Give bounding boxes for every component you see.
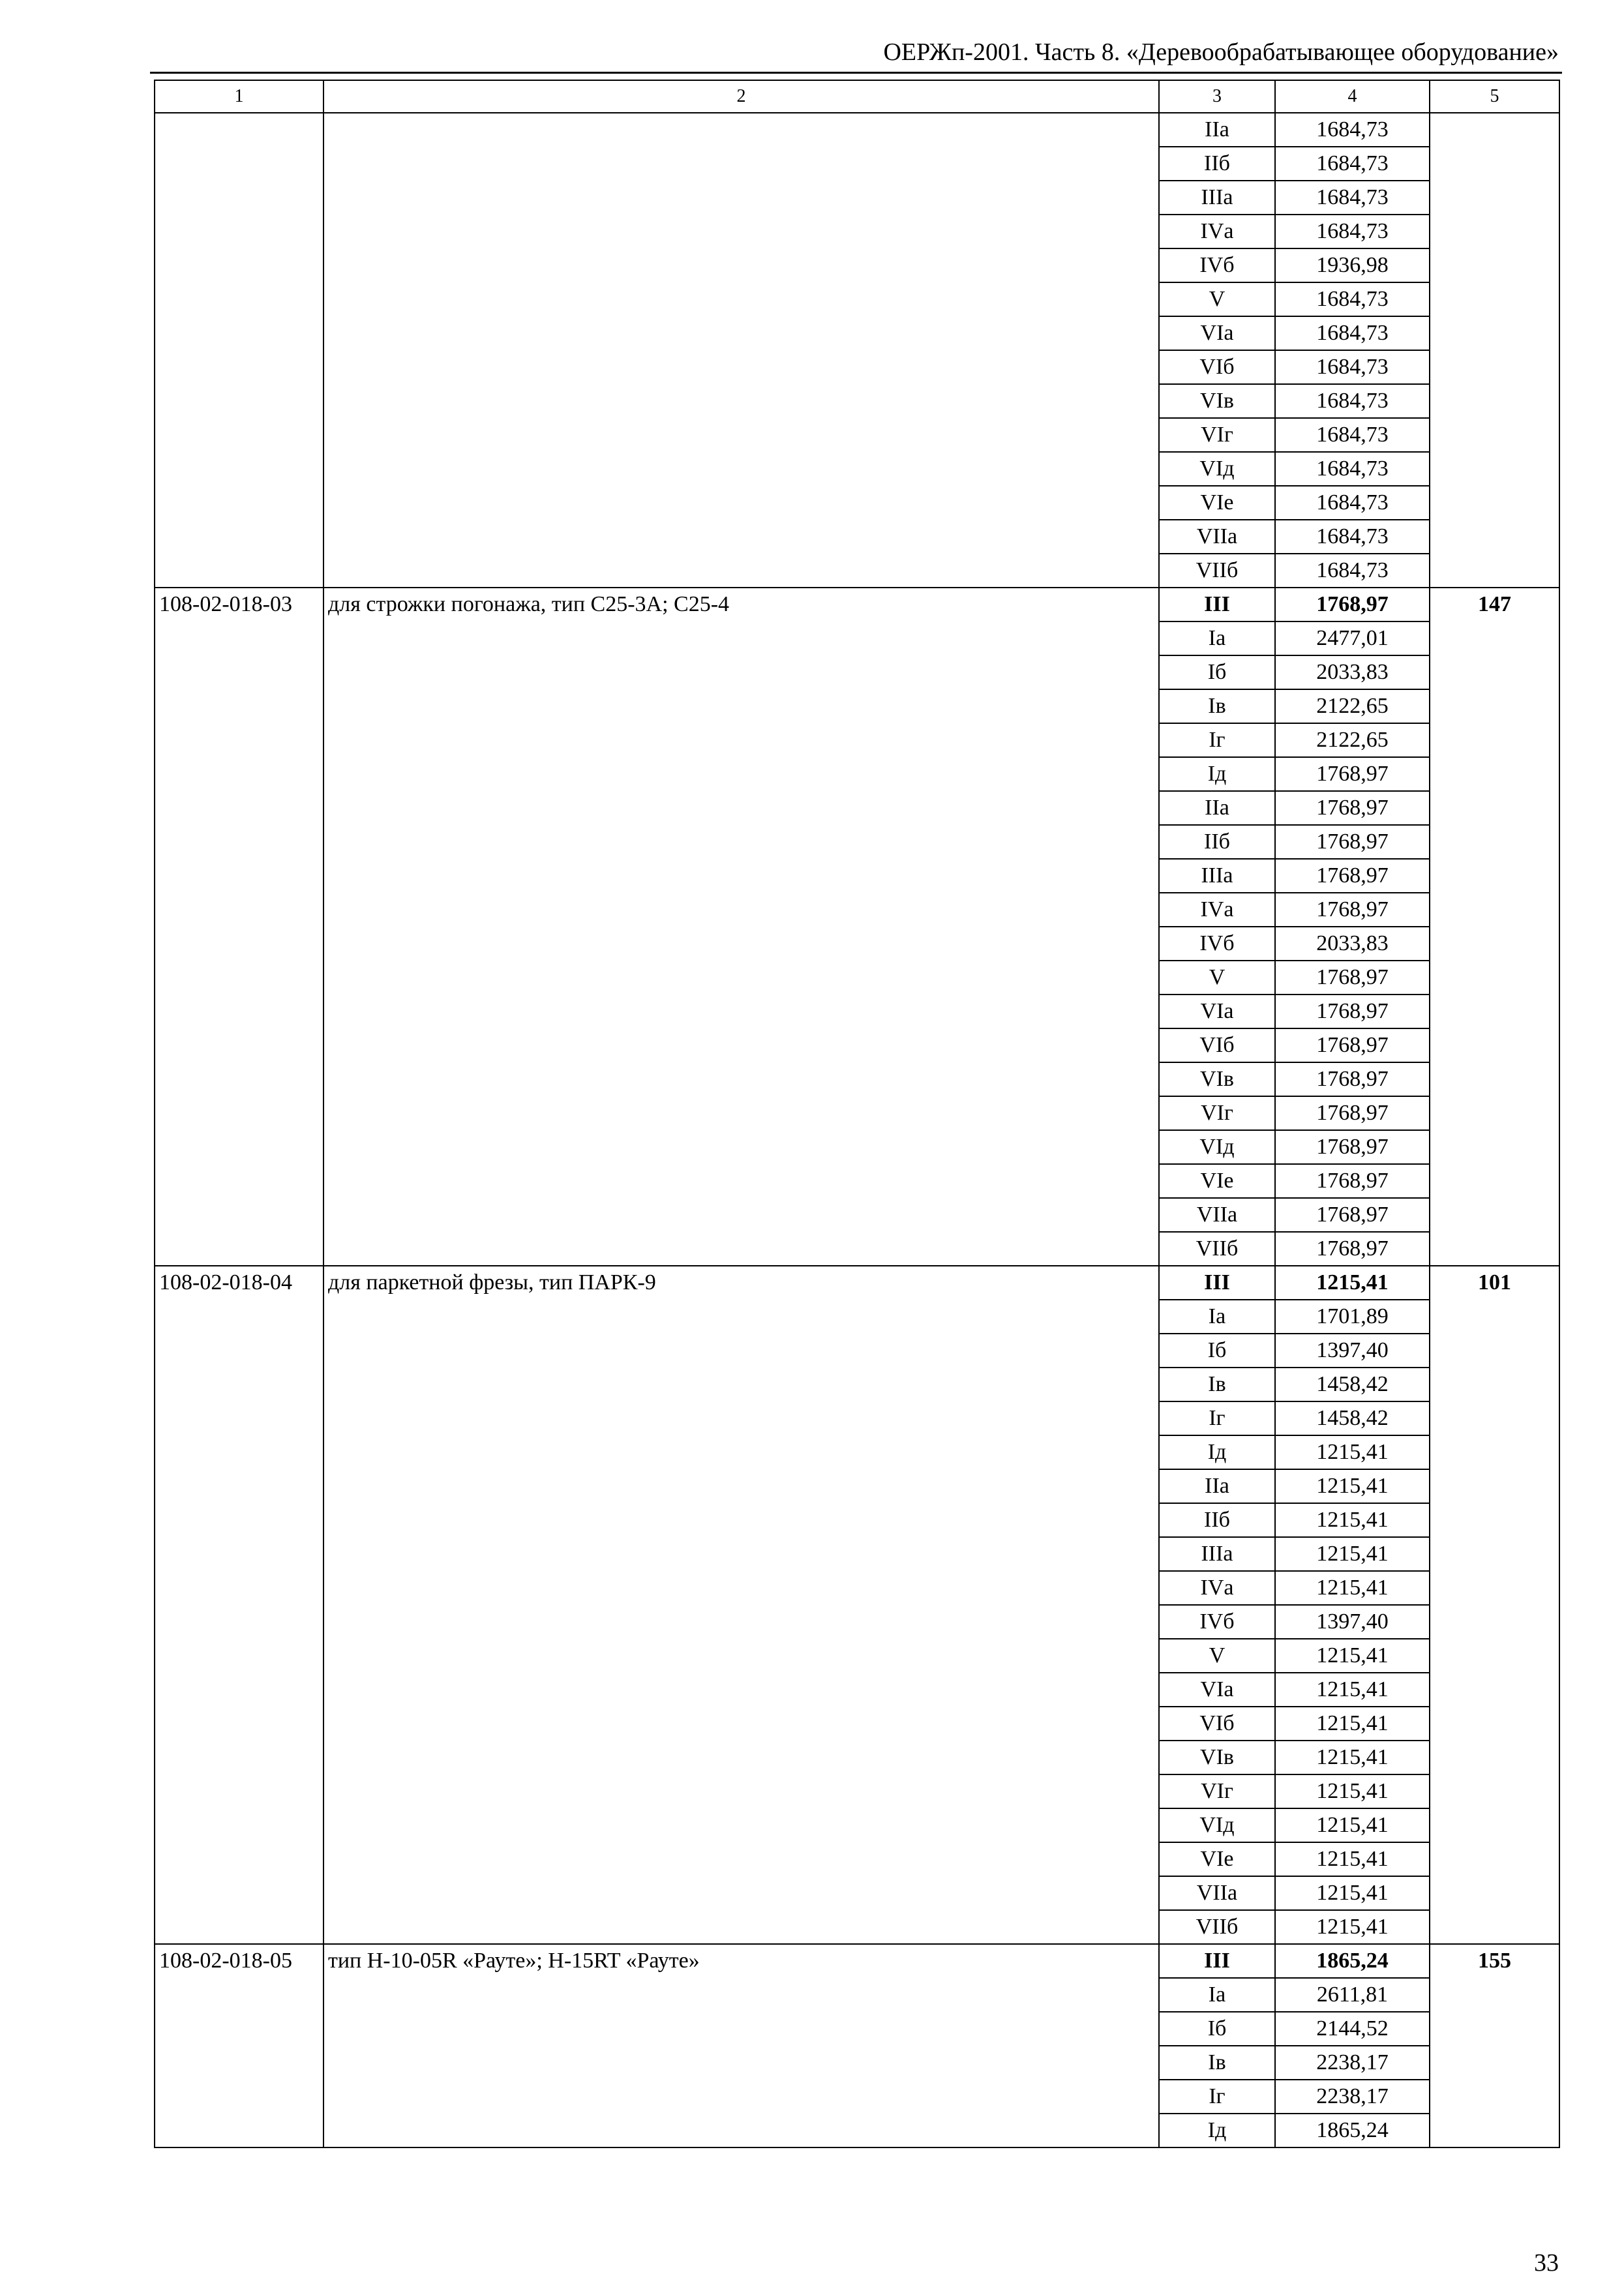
zone-cell: VIг [1159,1774,1275,1808]
zone-cell: IIб [1159,825,1275,859]
value-cell: 1215,41 [1275,1537,1430,1571]
zone-cell: VIе [1159,1842,1275,1876]
value-cell: 1768,97 [1275,961,1430,995]
value-cell: 2238,17 [1275,2080,1430,2114]
column-number: 2 [323,80,1159,113]
description-cell: для строжки погонажа, тип С25-3А; С25-4 [323,588,1159,1266]
value-cell: 1215,41 [1275,1842,1430,1876]
value-cell: 2611,81 [1275,1978,1430,2012]
zone-cell: III [1159,1266,1275,1300]
table-row [155,588,1559,621]
zone-cell: VIIа [1159,1198,1275,1232]
zone-cell: IIIа [1159,181,1275,215]
zone-cell: VIа [1159,316,1275,350]
zone-cell: IVб [1159,248,1275,282]
value-cell: 1458,42 [1275,1401,1430,1435]
code-cell: 108-02-018-05 [155,1944,323,2147]
zone-cell: VIб [1159,350,1275,384]
zone-cell: Iд [1159,1435,1275,1469]
value-cell: 1768,97 [1275,1096,1430,1130]
zone-cell: IVа [1159,893,1275,927]
zone-cell: IIб [1159,147,1275,181]
value-cell: 1768,97 [1275,791,1430,825]
value-cell: 1768,97 [1275,588,1430,621]
zone-cell: VIд [1159,452,1275,486]
value-cell: 1215,41 [1275,1639,1430,1673]
zone-cell: V [1159,282,1275,316]
zone-cell: IIIа [1159,859,1275,893]
zone-cell: V [1159,1639,1275,1673]
value-cell: 1215,41 [1275,1266,1430,1300]
value-cell: 2122,65 [1275,723,1430,757]
price-cell [1430,113,1559,588]
zone-cell: Iб [1159,1334,1275,1368]
value-cell: 1684,73 [1275,452,1430,486]
zone-cell: IVа [1159,215,1275,248]
value-cell: 1768,97 [1275,1232,1430,1266]
value-cell: 1684,73 [1275,215,1430,248]
zone-cell: Iв [1159,689,1275,723]
table-row [155,1944,1559,1978]
zone-cell: Iа [1159,1300,1275,1334]
value-cell: 1768,97 [1275,1198,1430,1232]
zone-cell: Iг [1159,2080,1275,2114]
price-cell: 101 [1430,1266,1559,1944]
zone-cell: Iд [1159,757,1275,791]
zone-cell: VIIа [1159,1876,1275,1910]
running-header: ОЕРЖп-2001. Часть 8. «Деревообрабатывающее оборудование» [883,38,1559,66]
column-number: 5 [1430,80,1559,113]
value-cell: 2238,17 [1275,2046,1430,2080]
value-cell: 1684,73 [1275,147,1430,181]
zone-cell: IIа [1159,791,1275,825]
value-cell: 1684,73 [1275,282,1430,316]
zone-cell: VIг [1159,418,1275,452]
value-cell: 1768,97 [1275,859,1430,893]
value-cell: 1458,42 [1275,1368,1430,1401]
zone-cell: III [1159,588,1275,621]
description-cell: для паркетной фрезы, тип ПАРК-9 [323,1266,1159,1944]
price-cell: 147 [1430,588,1559,1266]
table-body [155,113,1559,2147]
zone-cell: Iг [1159,1401,1275,1435]
value-cell: 1684,73 [1275,113,1430,147]
value-cell: 1215,41 [1275,1435,1430,1469]
zone-cell: IIа [1159,1469,1275,1503]
zone-cell: VIIб [1159,1232,1275,1266]
zone-cell: Iг [1159,723,1275,757]
price-cell: 155 [1430,1944,1559,2147]
zone-cell: Iд [1159,2114,1275,2147]
value-cell: 1684,73 [1275,316,1430,350]
value-cell: 1215,41 [1275,1673,1430,1707]
column-number: 1 [155,80,323,113]
value-cell: 1397,40 [1275,1605,1430,1639]
value-cell: 1936,98 [1275,248,1430,282]
value-cell: 1215,41 [1275,1741,1430,1774]
zone-cell: VIд [1159,1130,1275,1164]
zone-cell: Iб [1159,2012,1275,2046]
value-cell: 1215,41 [1275,1469,1430,1503]
value-cell: 1768,97 [1275,1028,1430,1062]
page-number: 33 [1534,2249,1559,2277]
zone-cell: V [1159,961,1275,995]
zone-cell: IVб [1159,1605,1275,1639]
value-cell: 1397,40 [1275,1334,1430,1368]
table-row [155,113,1559,147]
zone-cell: VIб [1159,1707,1275,1741]
value-cell: 1768,97 [1275,1062,1430,1096]
value-cell: 2033,83 [1275,655,1430,689]
value-cell: 1215,41 [1275,1503,1430,1537]
zone-cell: VIе [1159,1164,1275,1198]
header-rule [150,72,1562,74]
value-cell: 1215,41 [1275,1876,1430,1910]
zone-cell: VIв [1159,1741,1275,1774]
code-cell: 108-02-018-04 [155,1266,323,1944]
value-cell: 1684,73 [1275,181,1430,215]
value-cell: 2477,01 [1275,621,1430,655]
zone-cell: VIIб [1159,1910,1275,1944]
zone-cell: Iв [1159,1368,1275,1401]
value-cell: 2144,52 [1275,2012,1430,2046]
zone-cell: VIа [1159,1673,1275,1707]
column-number-row [155,80,1559,113]
zone-cell: III [1159,1944,1275,1978]
value-cell: 1768,97 [1275,1164,1430,1198]
value-cell: 1684,73 [1275,350,1430,384]
zone-cell: VIIб [1159,554,1275,588]
value-cell: 2122,65 [1275,689,1430,723]
zone-cell: VIIа [1159,520,1275,554]
value-cell: 1865,24 [1275,1944,1430,1978]
value-cell: 2033,83 [1275,927,1430,961]
value-cell: 1865,24 [1275,2114,1430,2147]
zone-cell: VIа [1159,995,1275,1028]
code-cell: 108-02-018-03 [155,588,323,1266]
description-cell: тип Н-10-05R «Рауте»; Н-15RT «Рауте» [323,1944,1159,2147]
value-cell: 1701,89 [1275,1300,1430,1334]
value-cell: 1215,41 [1275,1910,1430,1944]
value-cell: 1768,97 [1275,1130,1430,1164]
value-cell: 1768,97 [1275,757,1430,791]
value-cell: 1684,73 [1275,486,1430,520]
zone-cell: Iа [1159,1978,1275,2012]
price-table [154,80,1560,2148]
zone-cell: IIб [1159,1503,1275,1537]
description-cell [323,113,1159,588]
zone-cell: VIв [1159,384,1275,418]
zone-cell: VIе [1159,486,1275,520]
zone-cell: Iв [1159,2046,1275,2080]
value-cell: 1684,73 [1275,520,1430,554]
zone-cell: IVа [1159,1571,1275,1605]
zone-cell: Iа [1159,621,1275,655]
value-cell: 1684,73 [1275,554,1430,588]
zone-cell: Iб [1159,655,1275,689]
value-cell: 1215,41 [1275,1571,1430,1605]
code-cell [155,113,323,588]
value-cell: 1768,97 [1275,893,1430,927]
table-row [155,1266,1559,1300]
zone-cell: VIг [1159,1096,1275,1130]
zone-cell: VIв [1159,1062,1275,1096]
value-cell: 1215,41 [1275,1774,1430,1808]
zone-cell: VIб [1159,1028,1275,1062]
value-cell: 1215,41 [1275,1707,1430,1741]
value-cell: 1684,73 [1275,418,1430,452]
value-cell: 1684,73 [1275,384,1430,418]
value-cell: 1768,97 [1275,995,1430,1028]
value-cell: 1215,41 [1275,1808,1430,1842]
value-cell: 1768,97 [1275,825,1430,859]
zone-cell: IIIа [1159,1537,1275,1571]
column-number: 3 [1159,80,1275,113]
zone-cell: VIд [1159,1808,1275,1842]
column-number: 4 [1275,80,1430,113]
zone-cell: IVб [1159,927,1275,961]
zone-cell: IIа [1159,113,1275,147]
